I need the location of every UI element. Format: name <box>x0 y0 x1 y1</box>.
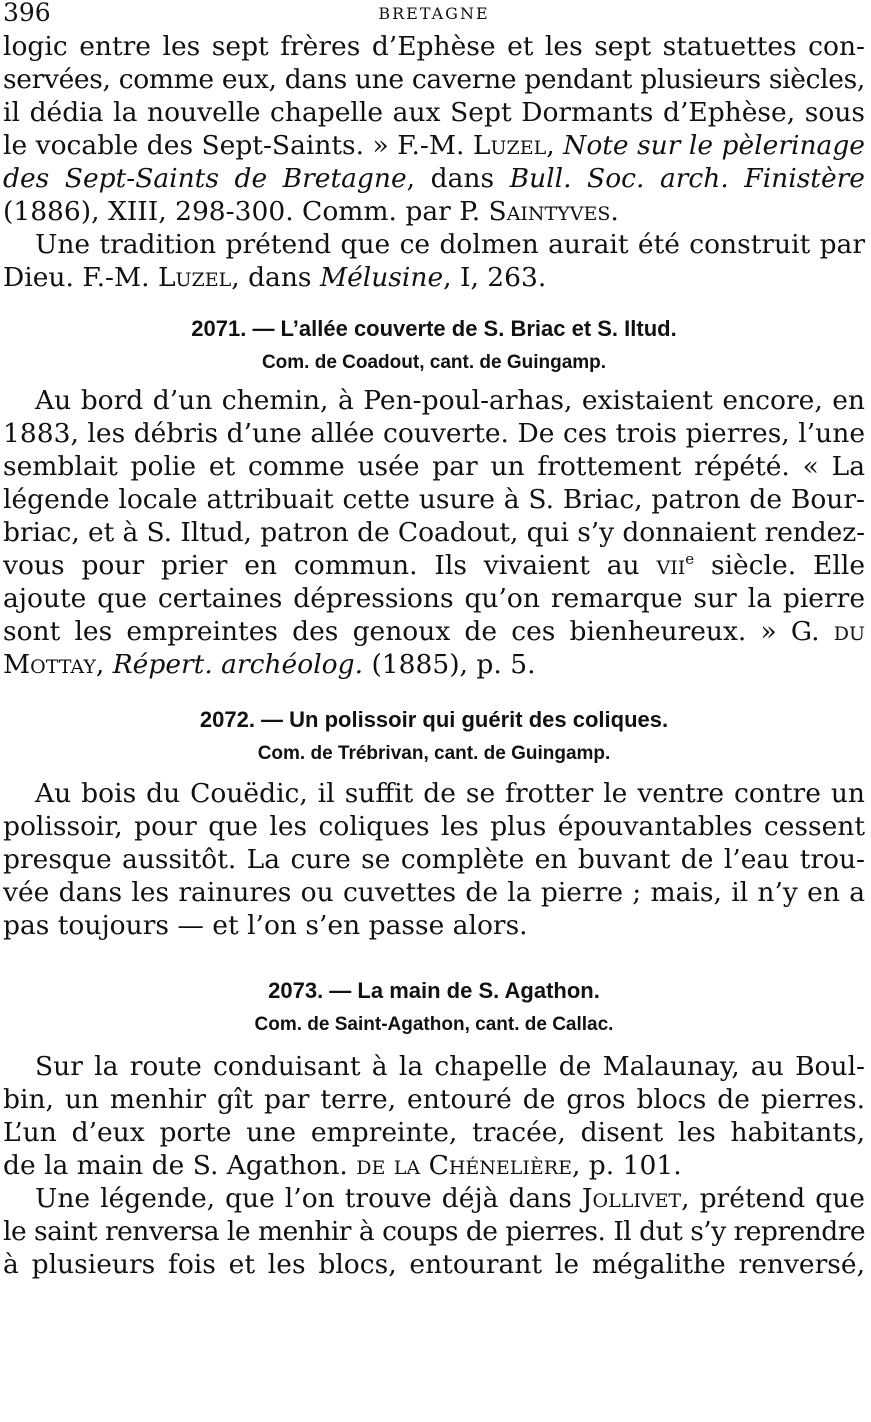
work-title: des Sept-Saints de Bretagne <box>3 163 407 194</box>
text-line: le saint renversa le menhir à coups de pierres. Il dut s’y reprendre <box>3 1216 865 1247</box>
author-name: Saintyves <box>488 196 611 227</box>
page-number: 396 <box>3 0 51 27</box>
author-name: du <box>833 616 865 647</box>
section-subheading-2072: Com. de Trébrivan, cant. de Guingamp. <box>257 743 611 764</box>
intro-paragraphs <box>3 30 865 294</box>
section-body-2072 <box>3 777 865 942</box>
text-line: Au bois du Couëdic, il suffit de se frotter le ventre contre un <box>35 778 865 809</box>
text-line: (1886), XIII, 298-300. Comm. par P. Saintyves. <box>3 196 619 227</box>
section-body-2071 <box>3 384 865 681</box>
text-line: à plusieurs fois et les blocs, entourant le mégalithe renversé, <box>3 1249 865 1280</box>
page-header <box>3 0 865 30</box>
work-title: Note sur le pèlerinage <box>563 130 865 161</box>
text-line: vée dans les rainures ou cuvettes de la pierre ; mais, il n’y en a <box>3 877 865 908</box>
work-title: Répert. archéolog. <box>112 649 364 680</box>
text-line: logic entre les sept frères d’Ephèse et les sept statuettes con- <box>3 31 865 62</box>
text-line: Une tradition prétend que ce dolmen aurait été construit par <box>35 229 865 260</box>
journal-title: Mélusine <box>319 262 444 293</box>
text-line: le vocable des Sept-Saints. » F.-M. Luzel, Note sur le pèlerinage <box>3 130 865 161</box>
author-name: Luzel <box>472 130 547 161</box>
text-line: ajoute que certaines dépressions qu’on remarque sur la pierre <box>3 583 865 614</box>
text-line: sont les empreintes des genoux de ces bienheureux. » G. du <box>3 616 865 647</box>
text-line: Au bord d’un chemin, à Pen-poul-arhas, existaient encore, en <box>35 385 865 416</box>
author-name: Jollivet <box>581 1183 682 1214</box>
section-body-2073 <box>3 1050 865 1281</box>
text-line: 1883, les débris d’une allée couverte. De ces trois pierres, l’une <box>3 418 865 449</box>
running-title: BRETAGNE <box>378 4 490 23</box>
text-line: bin, un menhir gît par terre, entouré de gros blocs de pierres. <box>3 1084 865 1115</box>
text-line: pas toujours — et l’on s’en passe alors. <box>3 910 528 941</box>
section-heading-2073: 2073. — La main de S. Agathon. <box>268 978 600 1003</box>
text-line: Dieu. F.-M. Luzel, dans Mélusine, I, 263. <box>3 262 547 293</box>
text-line: briac, et à S. Iltud, patron de Coadout, qui s’y donnaient rendez- <box>3 517 865 548</box>
section-subheading-2071: Com. de Coadout, cant. de Guingamp. <box>261 352 607 373</box>
author-name: de la Chénelière <box>356 1150 572 1181</box>
author-name: Luzel <box>157 262 232 293</box>
page <box>3 0 865 1281</box>
text-line: Une légende, que l’on trouve déjà dans Jollivet, prétend que <box>35 1183 865 1214</box>
text-line: vous pour prier en commun. Ils vivaient au vii$^e$ siècle. Elle <box>3 550 865 581</box>
text-line: presque aussitôt. La cure se complète en buvant de l’eau trou- <box>3 844 865 875</box>
text-line: il dédia la nouvelle chapelle aux Sept Dormants d’Ephèse, sous <box>3 97 865 128</box>
journal-title: Bull. Soc. arch. Finistère <box>509 163 865 194</box>
section-subheading-2073: Com. de Saint-Agathon, cant. de Callac. <box>254 1014 614 1035</box>
text-line: des Sept-Saints de Bretagne, dans Bull. Soc. arch. Finistère <box>3 163 865 194</box>
text-line: servées, comme eux, dans une caverne pendant plusieurs siècles, <box>3 64 865 95</box>
text-line: Sur la route conduisant à la chapelle de Malaunay, au Boul- <box>35 1051 865 1082</box>
author-name: Mottay <box>3 649 96 680</box>
text-line: semblait polie et comme usée par un frottement répété. « La <box>3 451 865 482</box>
section-heading-2071: 2071. — L’allée couverte de S. Briac et S. Iltud. <box>191 316 677 341</box>
text-line: L’un d’eux porte une empreinte, tracée, disent les habitants, <box>3 1117 865 1148</box>
text-line: polissoir, pour que les coliques les plus épouvantables cessent <box>3 811 865 842</box>
text-line: Mottay, Répert. archéolog. (1885), p. 5. <box>3 649 536 680</box>
text-line: de la main de S. Agathon. de la Chénelière, p. 101. <box>3 1150 682 1181</box>
section-heading-2072: 2072. — Un polissoir qui guérit des coliques. <box>199 707 669 732</box>
text-line: légende locale attribuait cette usure à S. Briac, patron de Bour- <box>3 484 865 515</box>
